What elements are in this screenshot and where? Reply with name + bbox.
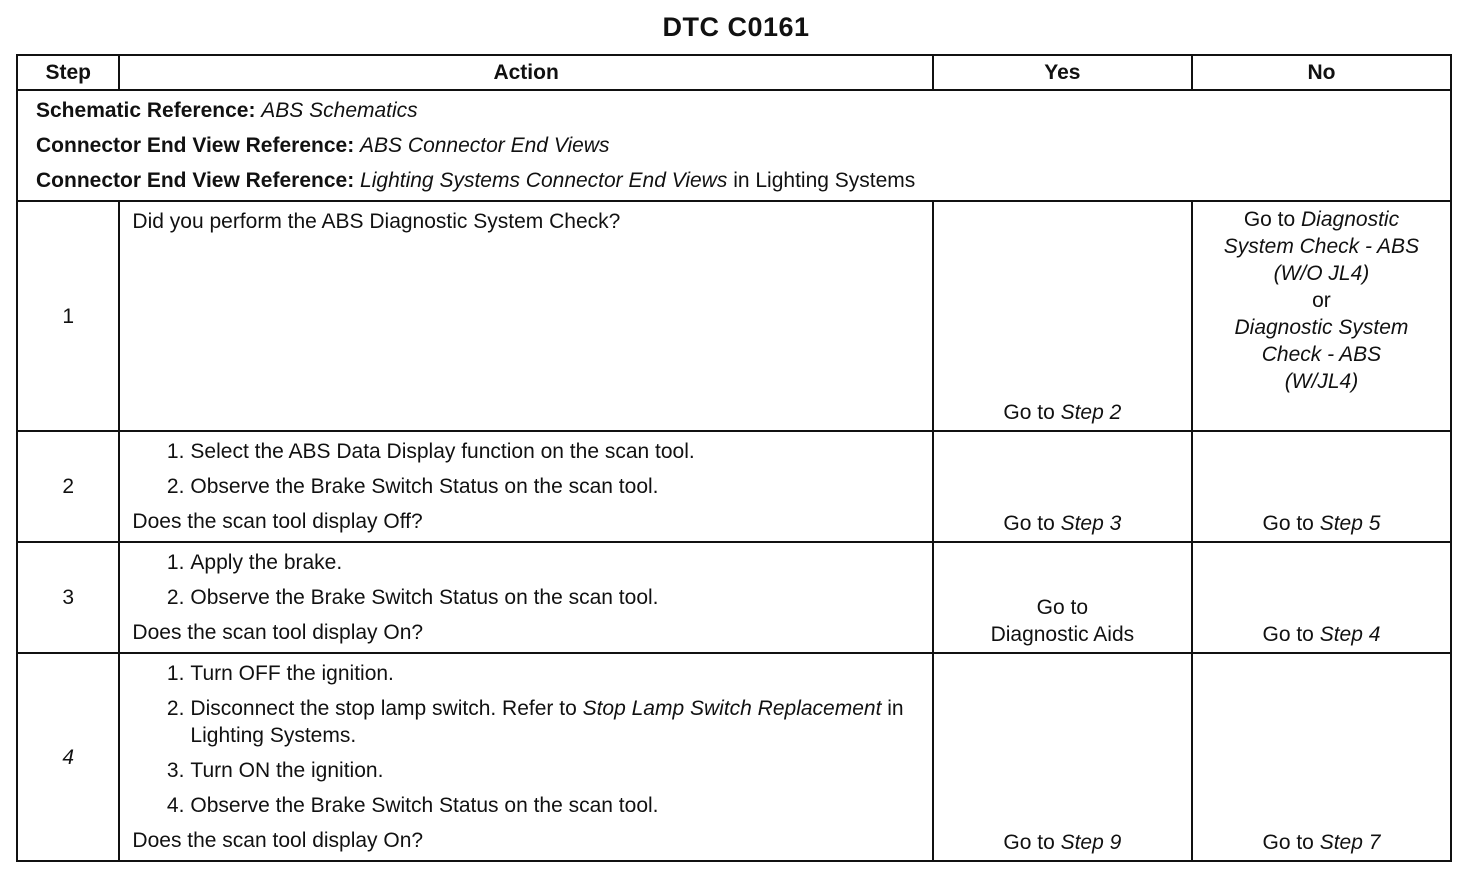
header-action: Action — [119, 55, 932, 90]
reference-label: Connector End View Reference: — [36, 169, 355, 192]
header-row — [17, 55, 1451, 90]
reference-schematic — [36, 93, 1450, 128]
goto-link[interactable]: Diagnostic Aids — [990, 623, 1135, 646]
goto-link[interactable]: System Check - ABS — [1223, 235, 1420, 258]
header-step: Step — [17, 55, 119, 90]
step-row-4 — [17, 653, 1451, 861]
item-number: 2. — [166, 697, 185, 720]
yes-result — [933, 201, 1192, 431]
yes-result — [933, 431, 1192, 542]
step-row-2 — [17, 431, 1451, 542]
item-text-post: in Lighting Systems. — [190, 697, 904, 747]
item-number: 2. — [166, 586, 185, 609]
no-result — [1192, 653, 1451, 861]
item-text: Observe the Brake Switch Status on the scan tool. — [190, 794, 659, 817]
action-item — [132, 656, 919, 691]
action-item — [132, 580, 919, 615]
or-text: or — [1312, 289, 1331, 312]
item-text: Turn OFF the ignition. — [190, 662, 394, 685]
step-row-1 — [17, 201, 1451, 431]
no-result — [1192, 542, 1451, 653]
header-yes: Yes — [933, 55, 1192, 90]
step-action — [119, 201, 932, 431]
step-action — [119, 431, 932, 542]
reference-label: Schematic Reference: — [36, 99, 256, 122]
diagnostic-table — [16, 54, 1452, 862]
goto-link[interactable]: Diagnostic System — [1234, 316, 1409, 339]
item-number: 1. — [166, 440, 185, 463]
item-number: 1. — [166, 551, 185, 574]
step-question: Does the scan tool display On? — [132, 621, 424, 644]
reference-abs-connector — [36, 128, 1450, 163]
reference-label: Connector End View Reference: — [36, 134, 355, 157]
goto-link[interactable]: (W/JL4) — [1284, 370, 1359, 393]
step-number: 1 — [17, 201, 119, 431]
step-number: 2 — [17, 431, 119, 542]
item-text-pre: Disconnect the stop lamp switch. Refer to — [190, 697, 583, 720]
step-question: Does the scan tool display Off? — [132, 510, 423, 533]
item-text: Turn ON the ignition. — [190, 759, 384, 782]
action-item — [132, 469, 919, 504]
no-result — [1192, 201, 1451, 431]
goto-prefix: Go to — [1003, 512, 1061, 535]
page-title: DTC C0161 — [662, 12, 810, 42]
step-number: 3 — [17, 542, 119, 653]
goto-prefix: Go to — [1003, 401, 1061, 424]
step-number: 4 — [17, 653, 119, 861]
item-text — [190, 695, 919, 749]
goto-step-link[interactable]: Step 2 — [1060, 401, 1122, 424]
goto-prefix: Go to — [1036, 596, 1089, 619]
goto-prefix: Go to — [1262, 512, 1320, 535]
goto-link[interactable]: Check - ABS — [1261, 343, 1382, 366]
goto-link[interactable]: (W/O JL4) — [1273, 262, 1370, 285]
item-number: 3. — [166, 759, 185, 782]
goto-step-link[interactable]: Step 4 — [1319, 623, 1381, 646]
step-action — [119, 542, 932, 653]
item-text: Observe the Brake Switch Status on the scan tool. — [190, 475, 659, 498]
goto-prefix: Go to — [1262, 831, 1320, 854]
header-no: No — [1192, 55, 1451, 90]
step-question: Does the scan tool display On? — [132, 829, 424, 852]
action-item — [132, 691, 919, 753]
item-text: Apply the brake. — [190, 551, 343, 574]
reference-link[interactable]: Lighting Systems Connector End Views — [360, 169, 728, 192]
no-result — [1192, 431, 1451, 542]
references-row — [17, 90, 1451, 201]
action-item — [132, 753, 919, 788]
goto-step-link[interactable]: Step 5 — [1319, 512, 1381, 535]
goto-prefix: Go to — [1003, 831, 1061, 854]
goto-step-link[interactable]: Step 3 — [1060, 512, 1122, 535]
item-text: Select the ABS Data Display function on the scan tool. — [190, 440, 695, 463]
action-item — [132, 545, 919, 580]
reference-lighting-connector — [36, 163, 1450, 198]
goto-step-link[interactable]: Step 7 — [1319, 831, 1381, 854]
yes-result — [933, 653, 1192, 861]
item-number: 1. — [166, 662, 185, 685]
step-question: Did you perform the ABS Diagnostic System Check? — [132, 210, 621, 233]
goto-step-link[interactable]: Step 9 — [1060, 831, 1122, 854]
goto-prefix: Go to — [1243, 208, 1302, 231]
item-reference-link[interactable]: Stop Lamp Switch Replacement — [582, 697, 882, 720]
item-text: Observe the Brake Switch Status on the scan tool. — [190, 586, 659, 609]
yes-result — [933, 542, 1192, 653]
item-number: 2. — [166, 475, 185, 498]
goto-link[interactable]: Diagnostic — [1301, 208, 1400, 231]
step-row-3 — [17, 542, 1451, 653]
item-number: 4. — [166, 794, 185, 817]
reference-link[interactable]: ABS Schematics — [261, 99, 418, 122]
reference-link[interactable]: ABS Connector End Views — [360, 134, 610, 157]
goto-prefix: Go to — [1262, 623, 1320, 646]
step-action — [119, 653, 932, 861]
reference-suffix: in Lighting Systems — [727, 169, 916, 192]
action-item — [132, 434, 919, 469]
action-item — [132, 788, 919, 823]
